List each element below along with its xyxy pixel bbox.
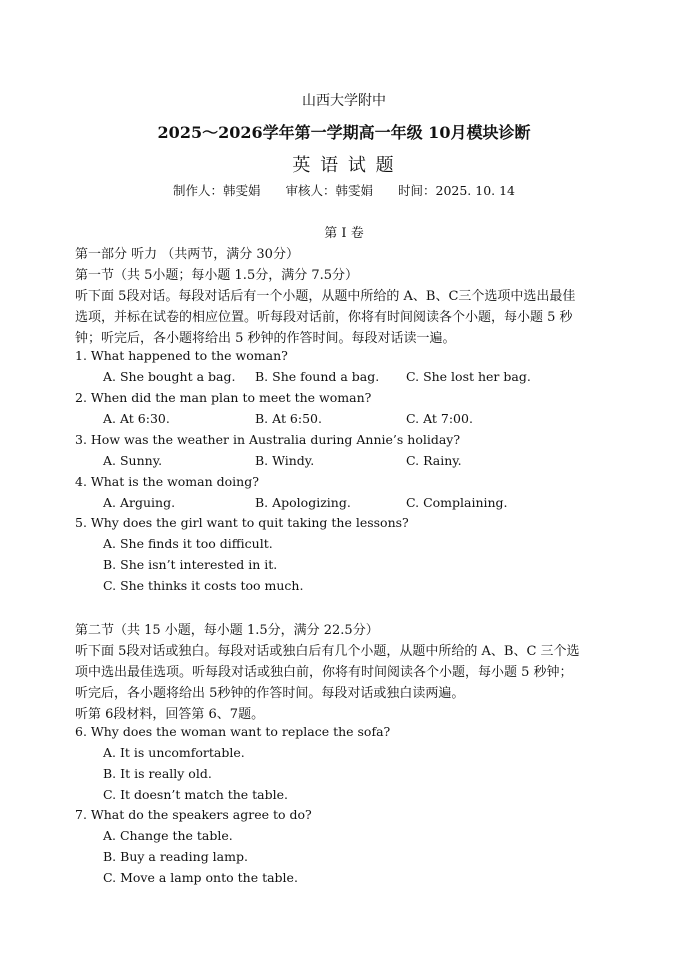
option-c: C. At 7:00.	[406, 411, 473, 426]
school-name: 山西大学附中	[302, 93, 386, 109]
exam-meta: 制作人：韩雯娟 审核人：韩雯娟 时间：2025. 10. 14	[172, 183, 516, 198]
exam-term-title: 2025～2026学年第一学期高一年级 10月模块诊断	[157, 123, 531, 142]
option-a: A. Change the table.	[103, 828, 233, 843]
section2-title: 第二节（共 15 小题，每小题 1.5分，满分 22.5分）	[75, 623, 379, 638]
option-b: B. Windy.	[255, 453, 315, 468]
option-b: B. Buy a reading lamp.	[103, 849, 248, 864]
option-c: C. Complaining.	[406, 495, 508, 510]
material-heading: 听第 6段材料，回答第 6、7题。	[75, 707, 265, 722]
question-stem: 2. When did the man plan to meet the woman?	[75, 390, 372, 405]
option-c: C. It doesn’t match the table.	[103, 787, 289, 802]
option-a: A. She bought a bag.	[103, 369, 236, 384]
section2-instruction: 听下面 5段对话或独白。每段对话或独白后有几个小题，从题中所给的 A、B、C 三个选	[75, 644, 580, 659]
question-stem: 3. How was the weather in Australia during Annie’s holiday?	[75, 432, 461, 447]
volume-label: 第 I 卷	[324, 226, 364, 241]
section1-instruction: 钟；听完后，各小题将给出 5 秒钟的作答时间。每段对话读一遍。	[75, 331, 456, 346]
option-c: C. She thinks it costs too much.	[103, 578, 304, 593]
part1-title: 第一部分 听力 （共两节，满分 30分）	[75, 247, 299, 262]
option-c: C. Rainy.	[406, 453, 462, 468]
option-b: B. At 6:50.	[255, 411, 322, 426]
section1-instruction: 选项，并标在试卷的相应位置。听每段对话前，你将有时间阅读各个小题，每小题 5 秒	[75, 310, 573, 325]
option-b: B. She isn’t interested in it.	[103, 557, 278, 572]
section2-instruction: 听完后，各小题将给出 5秒钟的作答时间。每段对话或独白读两遍。	[75, 686, 465, 701]
option-c: C. She lost her bag.	[406, 369, 531, 384]
question-stem: 1. What happened to the woman?	[75, 348, 288, 363]
question-stem: 7. What do the speakers agree to do?	[75, 807, 312, 822]
option-b: B. She found a bag.	[255, 369, 380, 384]
section1-instruction: 听下面 5段对话。每段对话后有一个小题，从题中所给的 A、B、C三个选项中选出最佳	[75, 289, 576, 304]
question-stem: 5. Why does the girl want to quit taking the lessons?	[75, 515, 409, 530]
option-c: C. Move a lamp onto the table.	[103, 870, 298, 885]
option-b: B. Apologizing.	[255, 495, 351, 510]
option-b: B. It is really old.	[103, 766, 212, 781]
option-a: A. She finds it too difficult.	[103, 536, 273, 551]
option-a: A. Arguing.	[103, 495, 176, 510]
section1-title: 第一节（共 5小题；每小题 1.5分，满分 7.5分）	[75, 268, 359, 283]
question-stem: 4. What is the woman doing?	[75, 474, 259, 489]
option-a: A. Sunny.	[103, 453, 163, 468]
question-stem: 6. Why does the woman want to replace the sofa?	[75, 724, 391, 739]
exam-subject-title: 英 语 试 题	[292, 155, 396, 176]
section2-instruction: 项中选出最佳选项。听每段对话或独白前，你将有时间阅读各个小题，每小题 5 秒钟；	[75, 665, 573, 680]
option-a: A. At 6:30.	[103, 411, 170, 426]
option-a: A. It is uncomfortable.	[103, 745, 245, 760]
